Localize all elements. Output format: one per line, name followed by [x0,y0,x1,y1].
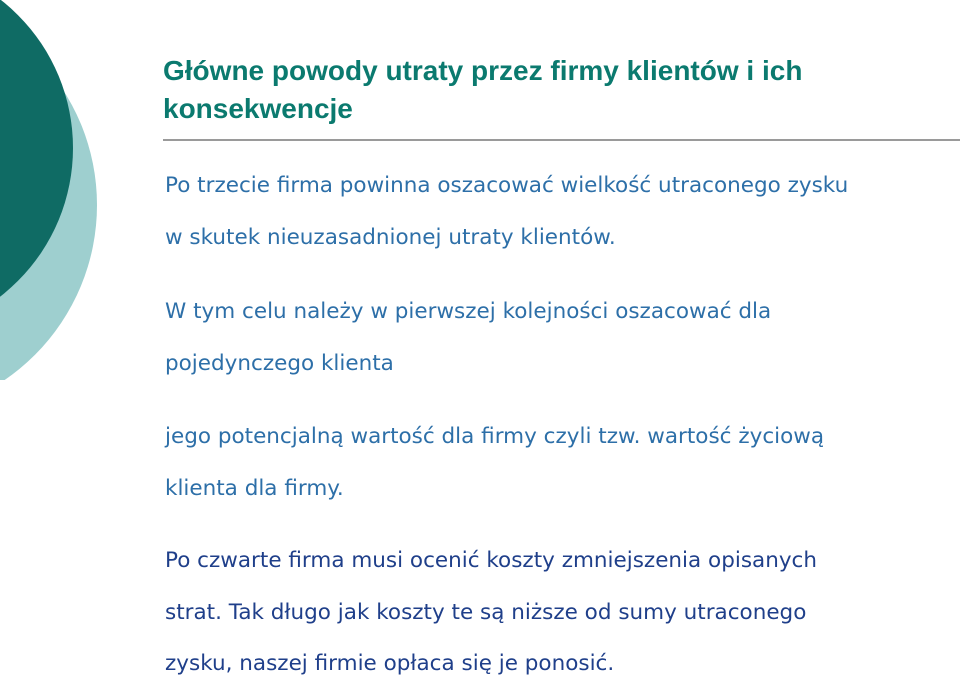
slide-title-line-2: konsekwencje [163,93,353,124]
paragraph-3 [165,411,824,514]
paragraph-1-line-1: Po trzecie firma powinna oszacować wielkość utraconego zysku [165,173,849,198]
paragraph-4-line-1: Po czwarte firma musi ocenić koszty zmniejszenia opisanych [165,548,817,573]
paragraph-1-line-2: w skutek nieuzasadnionej utraty klientów. [165,224,616,250]
paragraph-2-line-2: pojedynczego klienta [165,350,394,376]
paragraph-3-line-2: klienta dla firmy. [165,475,344,501]
title-divider [163,139,960,141]
slide-title-line-1: Główne powody utraty przez firmy klientów i ich [163,55,803,86]
paragraph-2 [165,286,771,389]
paragraph-1 [165,160,848,263]
paragraph-3-line-1: jego potencjalną wartość dla firmy czyli tzw. wartość życiową [165,424,825,449]
paragraph-4-line-3: zysku, naszej firmie opłaca się je ponosić. [165,651,615,676]
slide-title [163,52,943,128]
paragraph-4 [165,535,817,690]
paragraph-4-line-2: strat. Tak długo jak koszty te są niższe od sumy utraconego [165,599,807,625]
decorative-circles [0,0,110,380]
paragraph-2-line-1: W tym celu należy w pierwszej kolejności oszacować dla [165,299,772,324]
